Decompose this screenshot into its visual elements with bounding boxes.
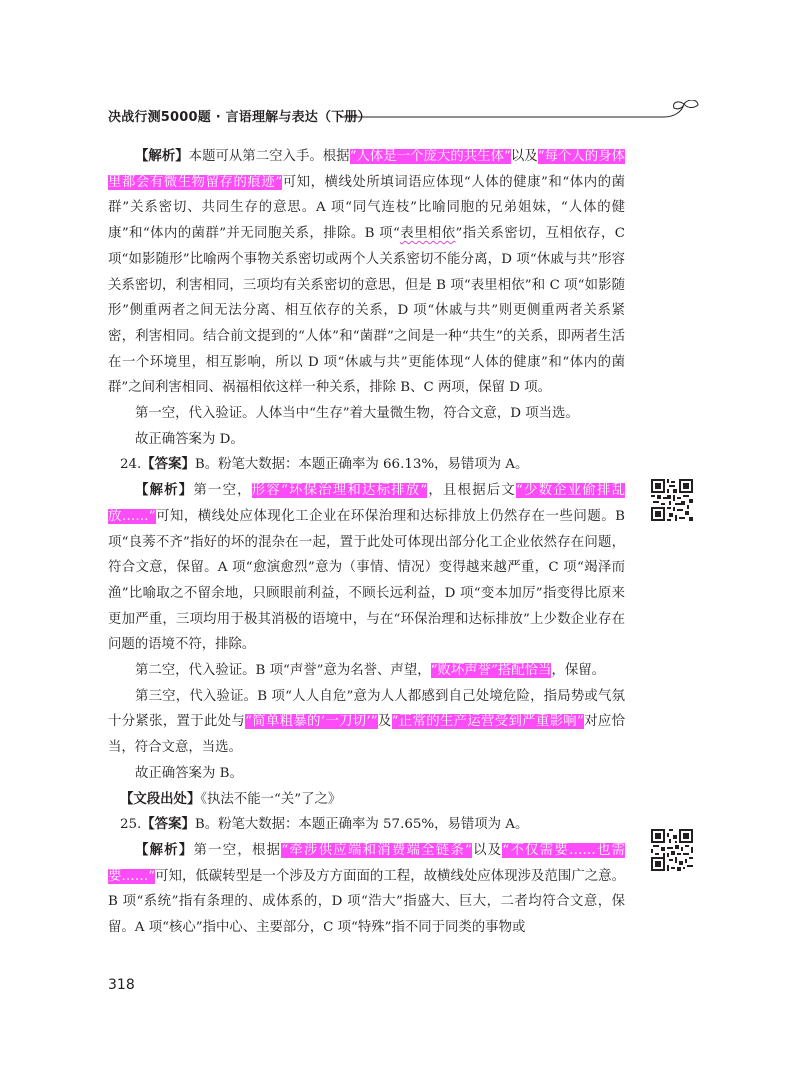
wavy-underline: 表里相依: [399, 226, 456, 242]
highlight: “每个人的身体里都会有微生物留存的痕迹”: [108, 149, 626, 190]
answer-explanations: [108, 144, 625, 941]
paragraph-analysis-24: 【解析】第一空，形容“环保治理和达标排放”，且根据后文“少数企业偷排乱放……”可知，横线处应体现化工企业在环保治理和达标排放上仍然存在一些问题。B 项“良莠不齐”指好的坏的混杂在一起，置于此处可体现出部分化工企业依然存在问题，符合文意，保留。A 项“愈演愈烈”意为（事情、情况）变得越来越严重，C 项“竭泽而渔”比喻取之不留余地，只顾眼前利益，不顾长远利益，D 项“变本加厉”指变得比原来更加严重，三项均用于极其消极的语境中，与在“环保治理和达标排放”上少数企业存在问题的语境不符，排除。: [108, 482, 626, 653]
question-25-answer: 25.【答案】B。粉笔大数据：本题正确率为 57.65%，易错项为 A。: [120, 816, 529, 833]
sprout-leaf-icon: [684, 100, 698, 108]
answer-line: 故正确答案为 D。: [135, 431, 244, 447]
paragraph: 第三空，代入验证。B 项“人人自危”意为人人都感到自己处境危险，指局势或气氛十分紧张，置于此处与“简单粗暴的‘一刀切’”及“正常的生产运营受到严重影响”对应恰当，符合文意，当选。: [108, 688, 626, 756]
book-title: 决战行测5000题 · 言语理解与表达（下册）: [108, 110, 371, 125]
highlight: “不仅需要……也需要……”: [108, 842, 626, 884]
highlight: 形容“环保治理和达标排放”: [251, 483, 428, 499]
running-header: [108, 100, 708, 140]
paragraph-analysis-23: 【解析】本题可从第二空入手。根据“人体是一个庞大的共生体”以及“每个人的身体里都会有微生物留存的痕迹”可知，横线处所填词语应体现“人体的健康”和“体内的菌群”关系密切、共同生存的意思。A 项“同气连枝”比喻同胞的兄弟姐妹，“人体的健康”和“体内的菌群”并无同胞关系，排除。B 项“表里相依”指关系密切，互相依存，C 项“如影随形”比喻两个事物关系密切或两个人关系密切不能分离，D 项“休戚与共”形容关系密切，利害相同，三项均有关系密切的意思，但是 B 项“表里相依”和 C 项“如影随形”侧重两者之间无法分离、相互依存的关系，D 项“休戚与共”则更侧重两者关系紧密，利害相同。结合前文提到的“人体”和“菌群”之间是一种“共生”的关系，即两者生活在一个环境里，相互影响，所以 D 项“休戚与共”更能体现“人体的健康”和“体内的菌群”之间利害相同、祸福相依这样一种关系，排除 B、C 两项，保留 D 项。: [108, 148, 626, 396]
paragraph: 第二空，代入验证。B 项“声誉”意为名誉、声望，“败坏声誉”搭配恰当，保留。: [135, 663, 605, 679]
paragraph-analysis-25: 【解析】第一空，根据“牵涉供应端和消费端全链条”以及“不仅需要……也需要……”可知，低碳转型是一个涉及方方面面的工程，故横线处应体现涉及范围广之意。B 项“系统”指有条理的、成体系的，D 项“浩大”指盛大、巨大，二者均符合文意，保留。A 项“核心”指中心、主要部分，C 项“特殊”指不同于同类的事物或: [108, 841, 626, 936]
highlight: “少数企业偷排乱放……”: [108, 483, 626, 524]
answer-line: 故正确答案为 B。: [135, 765, 243, 781]
qr-code-icon[interactable]: [651, 829, 693, 871]
highlight: “人体是一个庞大的共生体”: [349, 149, 511, 164]
source-line: 【文段出处】《执法不能一“关”了之》: [120, 790, 342, 807]
highlight: “牵涉供应端和消费端全链条”: [281, 842, 472, 858]
highlight: “正常的生产运营受到严重影响”: [391, 714, 584, 730]
question-24-answer: 24.【答案】B。粉笔大数据：本题正确率为 66.13%，易错项为 A。: [120, 456, 529, 473]
highlight: “败坏声誉”搭配恰当: [430, 663, 552, 679]
analysis-label: 【解析】: [135, 148, 189, 164]
page-number: 318: [108, 977, 135, 993]
paragraph: 第一空，代入验证。人体当中“生存”着大量微生物，符合文意，D 项当选。: [135, 406, 579, 422]
qr-code-icon[interactable]: [651, 479, 693, 521]
highlight: “简单粗暴的‘一刀切’”: [245, 714, 378, 730]
